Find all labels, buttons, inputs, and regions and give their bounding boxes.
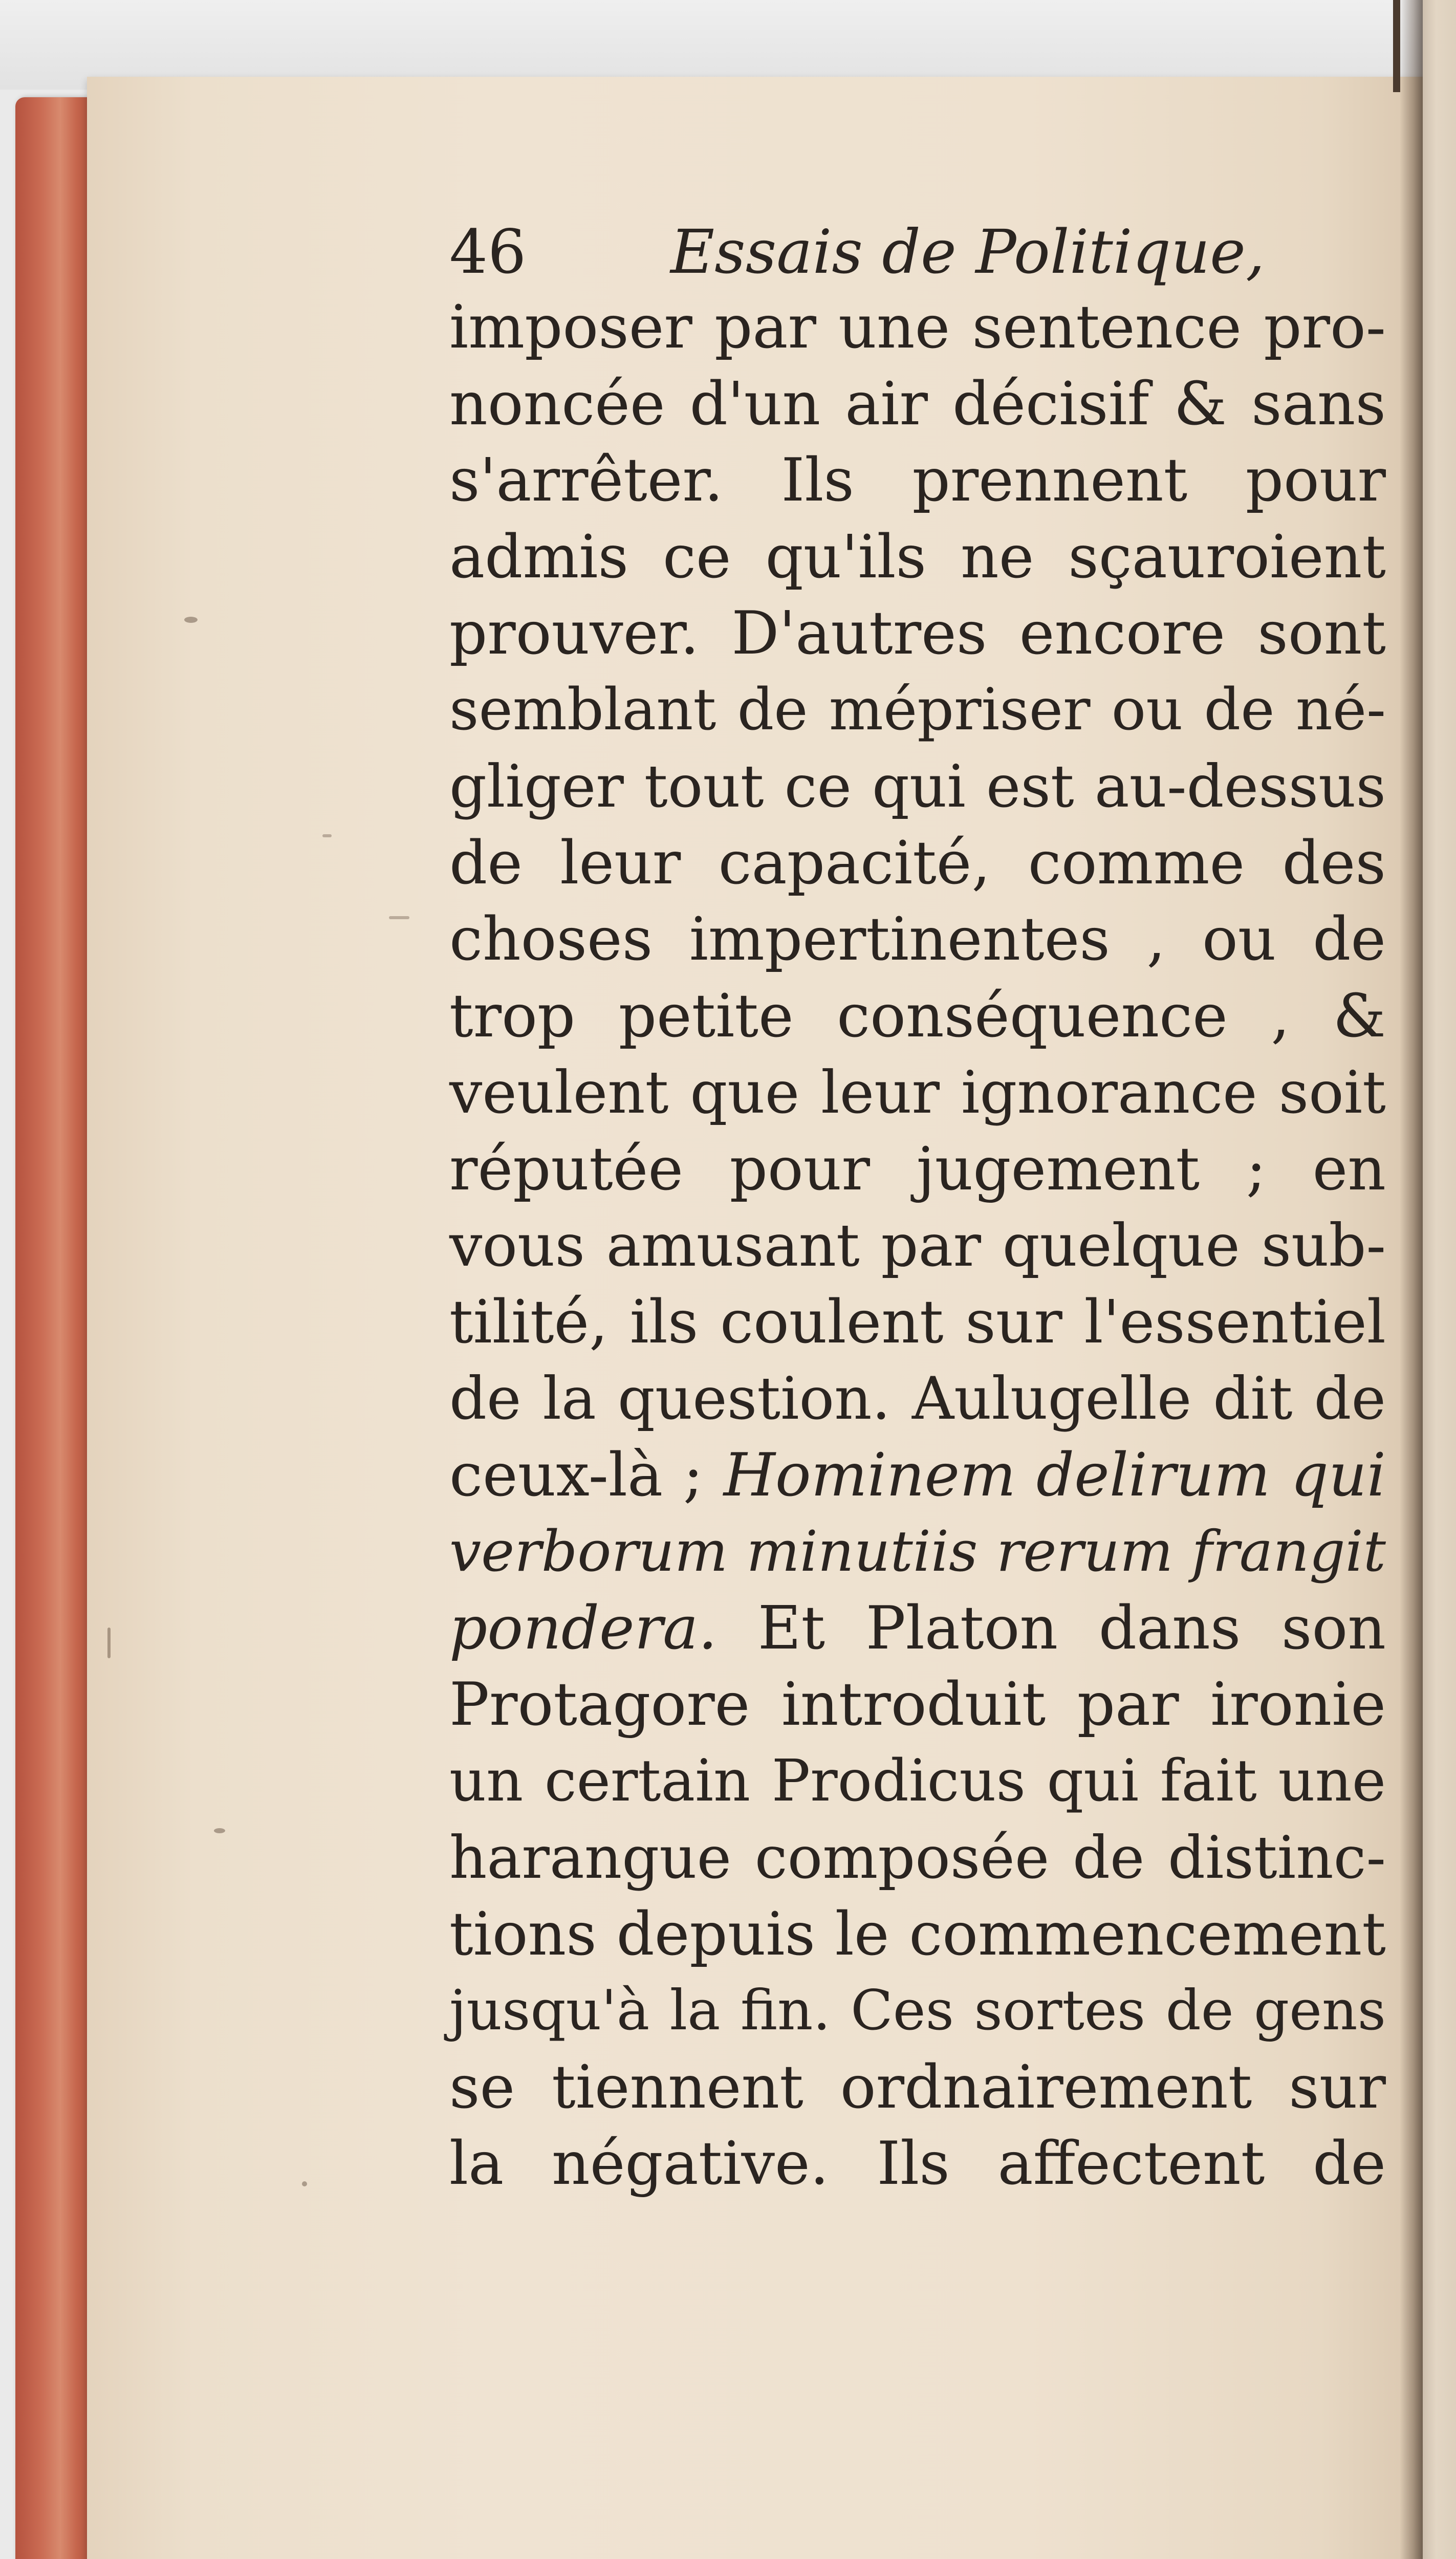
text-line: tions depuis le commencement <box>449 1899 1386 1969</box>
margin-mark <box>322 834 332 837</box>
text-line: réputée pour jugement ; en <box>449 1134 1386 1204</box>
text-line: imposer par une sentence pro- <box>449 293 1386 362</box>
text-line: gliger tout ce qui est au-dessus <box>449 752 1386 820</box>
running-head <box>449 215 1386 289</box>
text-segment-roman: Et Platon dans son <box>717 1593 1386 1663</box>
text-line: vous amusant par quelque sub- <box>449 1211 1386 1280</box>
scan-backdrop-top <box>0 0 1456 90</box>
text-line: de la question. Aulugelle dit de <box>449 1364 1386 1433</box>
text-line: prouver. D'autres encore sont <box>449 599 1386 668</box>
page-text <box>449 215 1386 2202</box>
binding-strip-top <box>1393 0 1400 92</box>
text-line: verborum minutiis rerum frangit <box>449 1519 1386 1584</box>
text-line: la négative. Ils affectent de <box>449 2129 1386 2198</box>
text-line: un certain Prodicus qui fait une <box>449 1747 1386 1814</box>
gutter-shadow <box>1400 0 1423 2559</box>
paper-speck <box>214 1828 225 1833</box>
text-line: jusqu'à la fin. Ces sortes de gens <box>449 1979 1386 2043</box>
text-segment-italic: pondera. <box>449 1593 718 1663</box>
text-line <box>449 1590 1386 1667</box>
running-title: Essais de Politique, <box>670 216 1265 287</box>
page-number: 46 <box>449 216 527 287</box>
text-line: tilité, ils coulent sur l'essentiel <box>449 1287 1386 1357</box>
text-line: noncée d'un air décisif & sans <box>449 369 1386 439</box>
text-line: admis ce qu'ils ne sçauroient <box>449 522 1386 592</box>
text-line: s'arrêter. Ils prennent pour <box>449 446 1386 515</box>
paper-speck <box>107 1628 111 1658</box>
text-segment-roman: ceux-là ; <box>449 1440 724 1510</box>
paper-speck <box>184 617 198 623</box>
text-line: se tiennent ordnairement sur <box>449 2052 1386 2122</box>
text-line: Protagore introduit par ironie <box>449 1670 1386 1739</box>
text-line: trop petite conséquence , & <box>449 981 1386 1051</box>
text-line: harangue composée de distinc- <box>449 1824 1386 1892</box>
text-line <box>449 1437 1386 1514</box>
text-line: choses impertinentes , ou de <box>449 905 1386 974</box>
text-line: veulent que leur ignorance soit <box>449 1058 1386 1126</box>
text-line: de leur capacité, comme des <box>449 828 1386 898</box>
paper-speck <box>302 2181 307 2186</box>
margin-mark <box>389 916 409 919</box>
book-page-edges <box>15 97 97 2559</box>
text-line: semblant de mépriser ou de né- <box>449 676 1386 743</box>
text-segment-italic: Hominem delirum qui <box>723 1440 1386 1510</box>
body-text <box>449 289 1386 2202</box>
facing-page-edge <box>1423 0 1456 2559</box>
